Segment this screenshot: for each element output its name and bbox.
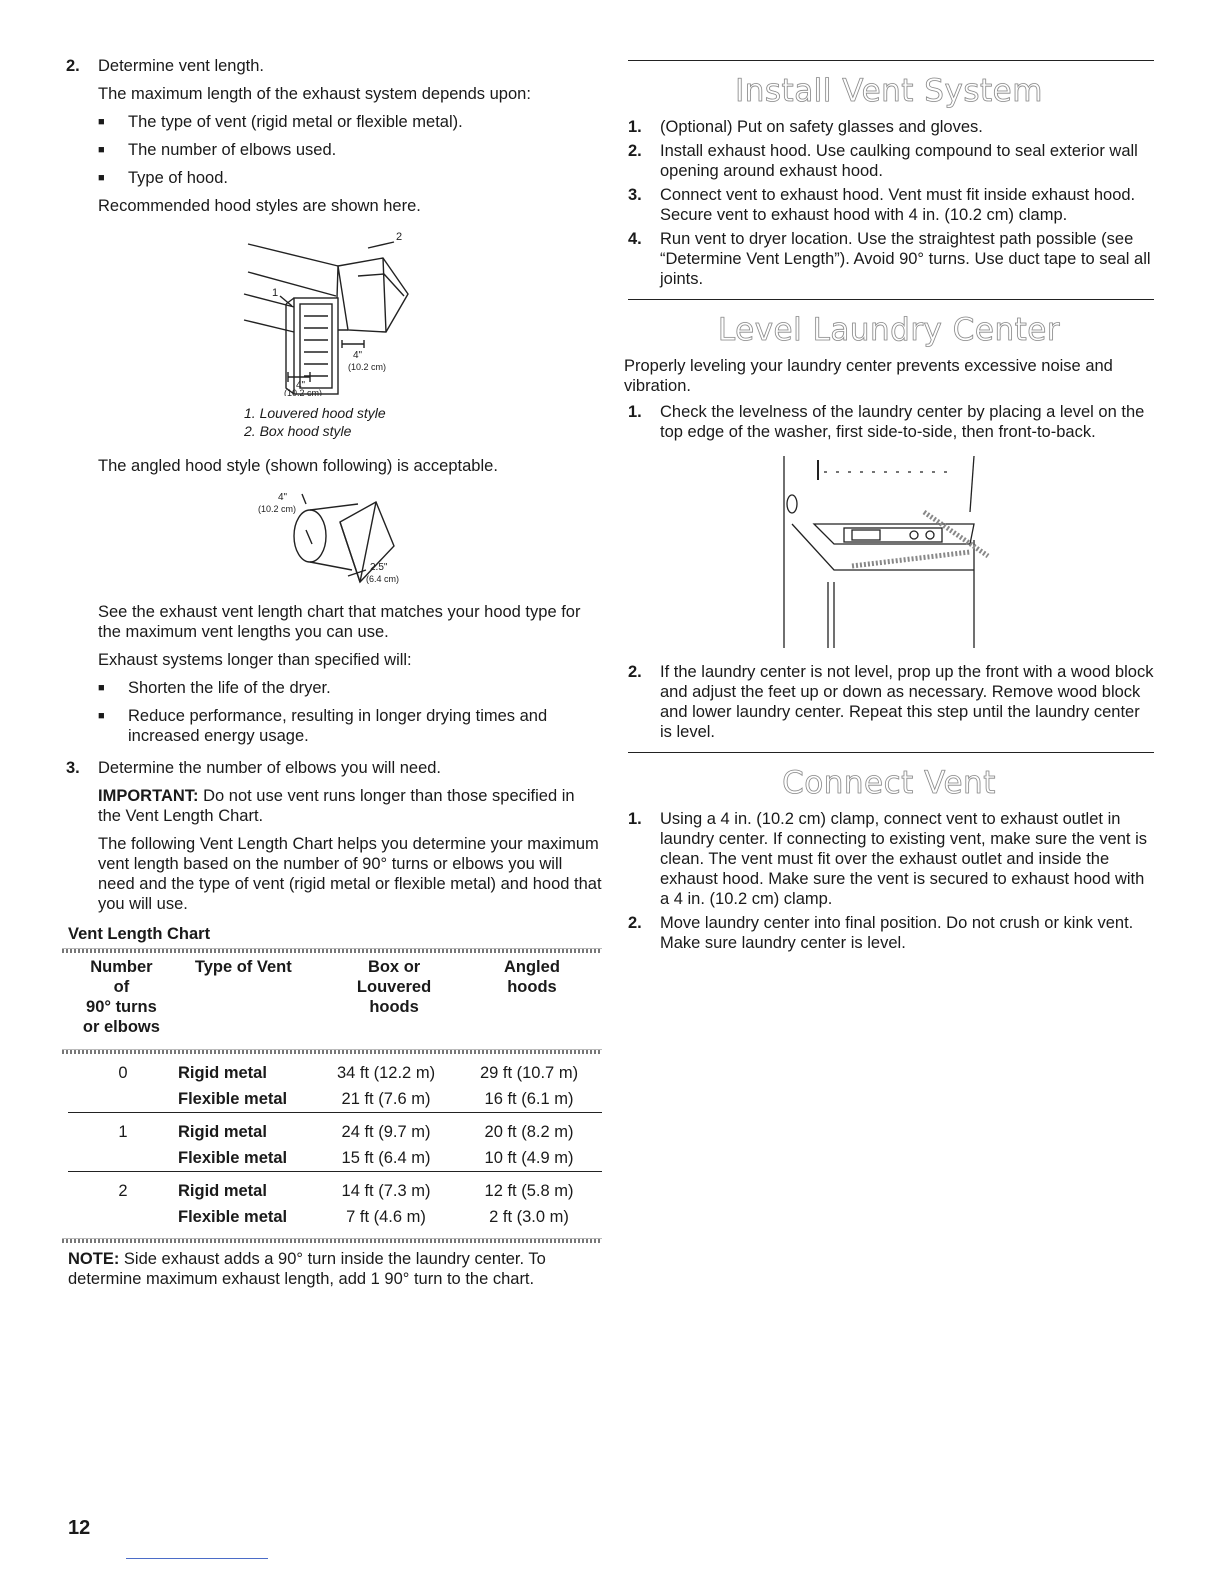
bullet-square-icon: ■ bbox=[98, 172, 105, 184]
leveling-illustration bbox=[774, 452, 1014, 652]
connect-step: 1. Using a 4 in. (10.2 cm) clamp, connect vent to exhaust outlet in laundry center. If connecting to existing vent, make sure the vent is clean. The vent must fit over the exhaust outlet and inside the exhaust hood. Make sure the vent is secured to exhaust hood with a 4 in. (10.2 cm) clamp. bbox=[628, 810, 1148, 908]
table-row: Flexible metal 21 ft (7.6 m) 16 ft (6.1 m) bbox=[178, 1090, 574, 1108]
level-step: 1. Check the levelness of the laundry center by placing a level on the top edge of the washer, first side-to-side, then front-to-back. bbox=[628, 403, 1145, 441]
paragraph: Exhaust systems longer than specified will: bbox=[98, 651, 412, 669]
paragraph: The angled hood style (shown following) is acceptable. bbox=[98, 457, 498, 475]
dimension-label: 2.5" bbox=[370, 562, 388, 573]
paragraph: The following Vent Length Chart helps you determine your maximum vent length based on the number of 90° turns or elbows you will need and the type of vent (rigid metal or flexible metal) and hood that you will use. bbox=[98, 835, 602, 913]
vent-length-table bbox=[68, 957, 602, 1037]
bullet-item: ■ Reduce performance, resulting in longer drying times and increased energy usage. bbox=[98, 707, 548, 745]
bullet-square-icon: ■ bbox=[98, 116, 105, 128]
install-step: 3. Connect vent to exhaust hood. Vent must fit inside exhaust hood. Secure vent to exhaust hood with 4 in. (10.2 cm) clamp. bbox=[628, 186, 1136, 224]
dimension-label: (10.2 cm) bbox=[348, 362, 387, 372]
bullet-item: ■ The type of vent (rigid metal or flexible metal). bbox=[98, 113, 463, 131]
dotted-divider bbox=[62, 948, 602, 953]
section-title-connect-vent: Connect Vent bbox=[782, 765, 996, 801]
header-vent-type: Type of Vent bbox=[194, 958, 292, 976]
step-title: Determine the number of elbows you will need. bbox=[98, 759, 442, 777]
install-step: 4. Run vent to dryer location. Use the straightest path possible (see “Determine Vent Length”). Avoid 90° turns. Use duct tape to seal all joints. bbox=[628, 230, 1151, 288]
table-header-row bbox=[68, 957, 602, 1037]
header-box-louvered: Box or Louvered hoods bbox=[356, 958, 432, 1016]
section-title-level-laundry-center: Level Laundry Center bbox=[717, 312, 1061, 348]
paragraph: Recommended hood styles are shown here. bbox=[98, 197, 421, 215]
figure-caption: 2. Box hood style bbox=[244, 423, 352, 439]
section-divider bbox=[628, 299, 1154, 300]
fig-label: 1 bbox=[272, 287, 279, 299]
dimension-label: 4" bbox=[296, 380, 306, 391]
bullet-square-icon: ■ bbox=[98, 710, 105, 722]
hood-styles-illustration bbox=[208, 224, 508, 396]
step-number: 2. bbox=[66, 57, 80, 75]
dimension-label: (10.2 cm) bbox=[284, 388, 323, 396]
step-number: 3. bbox=[66, 759, 80, 777]
table-row: Flexible metal 15 ft (6.4 m) 10 ft (4.9 m) bbox=[178, 1149, 574, 1167]
dotted-divider bbox=[62, 1238, 602, 1243]
bullet-square-icon: ■ bbox=[98, 682, 105, 694]
paragraph: See the exhaust vent length chart that matches your hood type for the maximum vent lengths you can use. bbox=[98, 603, 581, 641]
right-column bbox=[624, 60, 1154, 957]
paragraph: Properly leveling your laundry center prevents excessive noise and vibration. bbox=[624, 357, 1113, 395]
hood-styles-figure bbox=[208, 224, 508, 396]
leveling-figure bbox=[774, 452, 1014, 652]
step-determine-elbows bbox=[62, 758, 602, 922]
left-column bbox=[62, 56, 602, 1289]
table-row: 2 Rigid metal 14 ft (7.3 m) 12 ft (5.8 m) bbox=[68, 1172, 602, 1205]
important-note: IMPORTANT: Do not use vent runs longer than those specified in the Vent Length Chart. bbox=[98, 787, 575, 825]
table-row: 1 Rigid metal 24 ft (9.7 m) 20 ft (8.2 m) bbox=[68, 1113, 602, 1146]
connect-step: 2. Move laundry center into final position. Do not crush or kink vent. Make sure laundry center is level. bbox=[628, 914, 1134, 952]
section-divider bbox=[628, 752, 1154, 753]
header-angled: Angled hoods bbox=[503, 958, 560, 996]
bullet-square-icon: ■ bbox=[98, 144, 105, 156]
bullet-item: ■ Type of hood. bbox=[98, 169, 228, 187]
section-divider bbox=[628, 60, 1154, 61]
dimension-label: 4" bbox=[278, 492, 288, 503]
install-step: 2. Install exhaust hood. Use caulking compound to seal exterior wall opening around exhaust hood. bbox=[628, 142, 1138, 180]
step-determine-vent-length bbox=[62, 56, 602, 754]
angled-hood-illustration bbox=[248, 484, 448, 594]
vent-length-chart bbox=[62, 924, 602, 1289]
header-turns: Number of 90° turns or elbows bbox=[82, 958, 160, 1036]
level-step: 2. If the laundry center is not level, prop up the front with a wood block and adjust the feet up or down as necessary. Remove wood block and lower laundry center. Repeat this step until the laundry center is level. bbox=[628, 663, 1154, 741]
chart-title: Vent Length Chart bbox=[68, 925, 211, 943]
paragraph: The maximum length of the exhaust system depends upon: bbox=[98, 85, 531, 103]
footer-line bbox=[126, 1558, 268, 1559]
page-number: 12 bbox=[68, 1517, 91, 1539]
figure-caption: 1. Louvered hood style bbox=[244, 405, 386, 421]
fig-label: 2 bbox=[396, 231, 403, 243]
dimension-label: (6.4 cm) bbox=[366, 574, 400, 584]
dimension-label: (10.2 cm) bbox=[258, 504, 297, 514]
table-row: 0 Rigid metal 34 ft (12.2 m) 29 ft (10.7 m) bbox=[118, 1064, 579, 1082]
table-row: Flexible metal 7 ft (4.6 m) 2 ft (3.0 m) bbox=[178, 1208, 569, 1226]
step-title: Determine vent length. bbox=[98, 57, 265, 75]
angled-hood-figure bbox=[248, 484, 448, 594]
section-title-install-vent: Install Vent System bbox=[735, 73, 1043, 109]
bullet-item: ■ Shorten the life of the dryer. bbox=[98, 679, 331, 697]
vent-length-table-body bbox=[68, 1060, 602, 1230]
dimension-label: 4" bbox=[353, 350, 363, 361]
bullet-item: ■ The number of elbows used. bbox=[98, 141, 337, 159]
dotted-divider bbox=[62, 1049, 602, 1054]
install-step: 1. (Optional) Put on safety glasses and gloves. bbox=[628, 118, 983, 136]
side-exhaust-note: NOTE: Side exhaust adds a 90° turn inside the laundry center. To determine maximum exhaust length, add 1 90° turn to the chart. bbox=[68, 1250, 546, 1288]
